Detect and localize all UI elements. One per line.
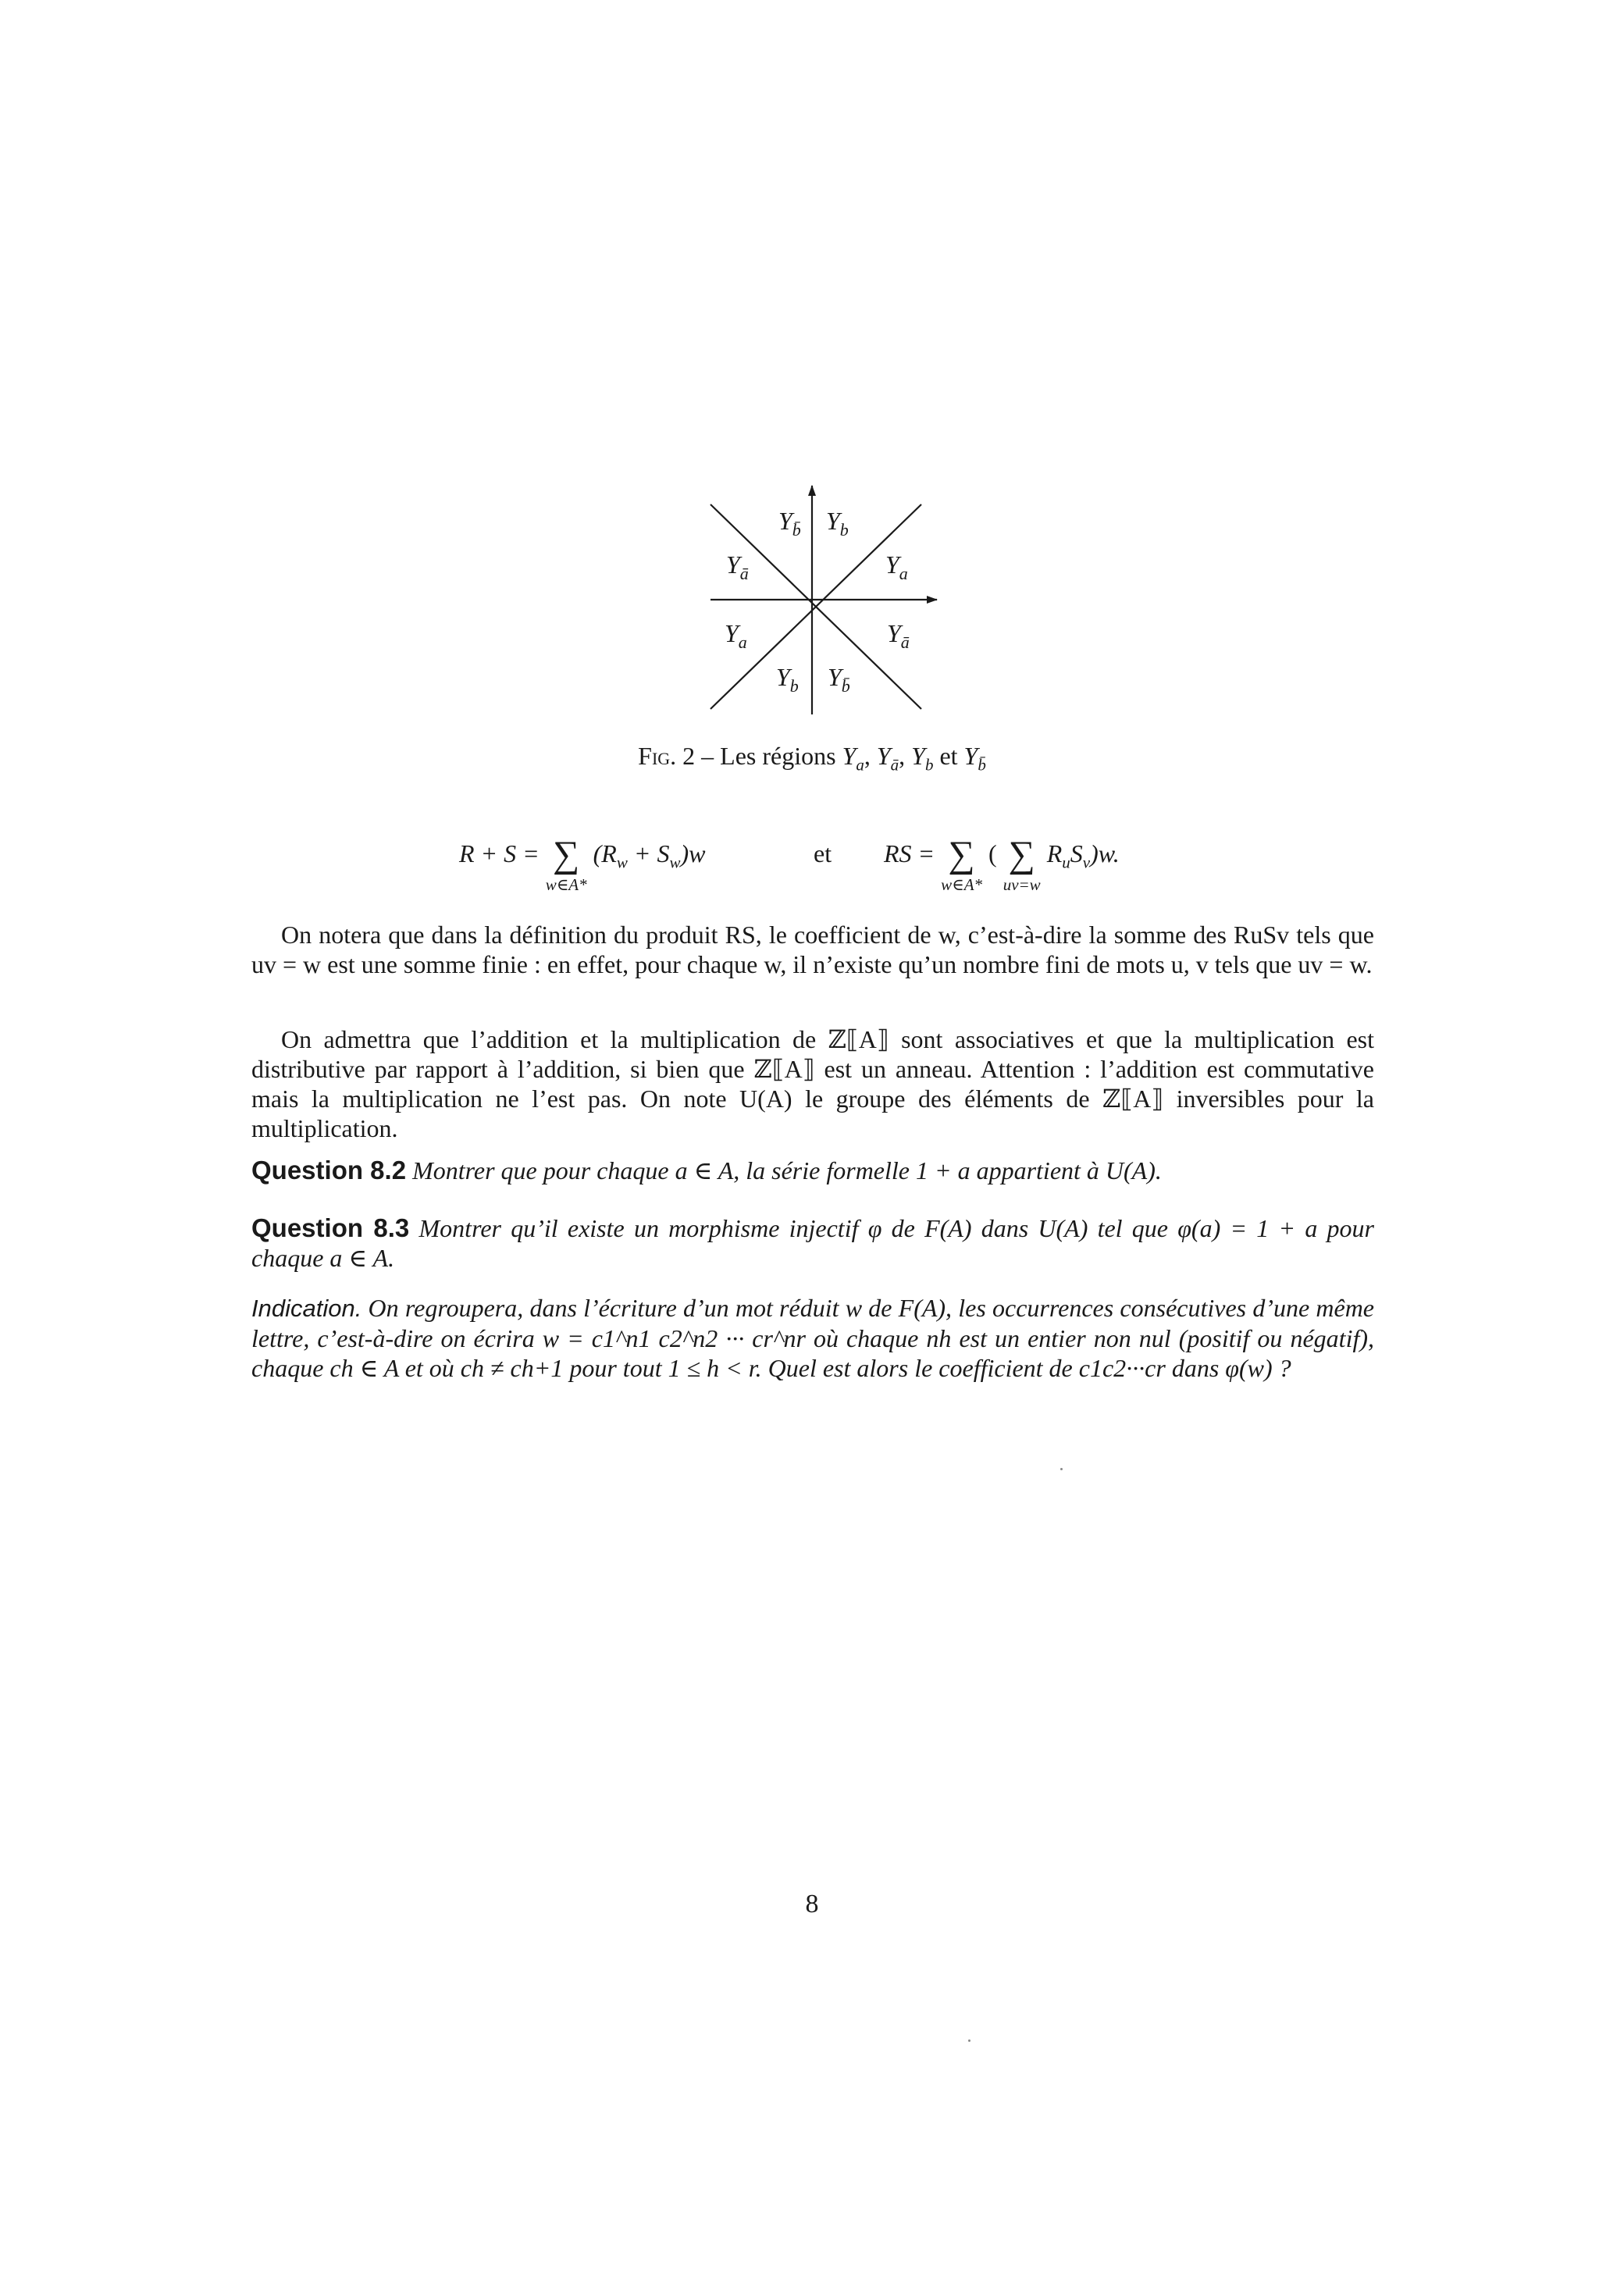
region-label: $Y_b$ [776,663,799,696]
question-8-2 [251,1156,1374,1185]
product-inner-sigma: ∑ uv=w [1003,834,1041,894]
sum-limit: w∈A* [545,875,587,894]
region-label: $Y_{b̄}$ [828,663,850,696]
region-label: $Y_ā$ [726,550,749,583]
product-outer-limit: w∈A* [941,875,983,894]
sum-lhs: R + S = [459,839,540,867]
scan-speck [968,2039,970,2042]
region-label: $Y_b$ [826,507,849,540]
figure-caption: Fig. 2 – Les régions $Y_a$, $Y_ā$, $Y_b$ et $Y_{b̄}$ [638,742,986,775]
product-body: $R_uS_v)w$. [1046,839,1120,872]
caption-label: Fig [638,742,671,770]
definition-equations [0,834,1624,910]
product-inner-limit: uv=w [1003,875,1041,894]
region-label: $Y_ā$ [887,619,910,652]
region-label: $Y_{b̄}$ [778,507,801,540]
hint-text: On regroupera, dans l’écriture d’un mot réduit w de F(A), les occurrences consécutives d’une même lettre, c’est-à-dire on écrira w = c1^n1 c2^n2 ··· cr^nr où chaque nh est un entier non nul (positif ou négatif), chaque ch ∈ A et où ch ≠ ch+1 pour tout 1 ≤ h < r. Quel est alors le coefficient de c1c2···cr dans φ(w) ? [251,1294,1375,1382]
product-lhs: RS = [884,839,935,867]
regions-diagram [687,476,953,718]
page-number: 8 [805,1890,819,1918]
question-text: Montrer que pour chaque a ∈ A, la série formelle 1 + a appartient à U(A). [412,1156,1162,1184]
paragraph: On admettra que l’addition et la multiplication de ℤ⟦A⟧ sont associatives et que la multiplication est distributive par rapport à l’addition, si bien que ℤ⟦A⟧ est un anneau. Attention : l’addition est commutative mais la multiplication ne l’est pas. On note U(A) le groupe des éléments de ℤ⟦A⟧ inversibles pour la multiplication. [251,1025,1374,1142]
sum-equation [459,834,706,895]
question-label: Question 8.3 [251,1213,410,1242]
region-label: $Y_a$ [725,619,747,652]
sum-sigma: ∑ w∈A* [545,834,587,894]
product-outer-sigma: ∑ w∈A* [941,834,983,894]
caption-text: Les régions [720,742,836,770]
question-text: Montrer qu’il existe un morphisme injectif φ de F(A) dans U(A) tel que φ(a) = 1 + a pour chaque a ∈ A. [251,1214,1374,1272]
caption-and: et [939,742,958,770]
question-8-3 [251,1213,1374,1273]
product-equation: RS = ∑ w∈A* ( ∑ uv=w $R_uS_v)w$. [884,834,1120,894]
question-label: Question 8.2 [251,1156,407,1184]
sum-body: $(R_w + S_w)w$ [593,839,706,872]
region-label: $Y_a$ [885,550,908,583]
paragraph: On notera que dans la définition du produit RS, le coefficient de w, c’est-à-dire la somme des RuSv tels que uv = w est une somme finie : en effet, pour chaque w, il n’existe qu’un nombre fini de mots u, v tels que uv = w. [251,921,1374,978]
caption-number: 2 [682,742,696,770]
conjunction: et [814,839,832,867]
regions-figure [687,476,953,718]
hint [251,1293,1374,1383]
hint-label: Indication. [251,1295,362,1322]
scan-speck [1060,1468,1063,1470]
caption-separator: – [701,742,714,770]
